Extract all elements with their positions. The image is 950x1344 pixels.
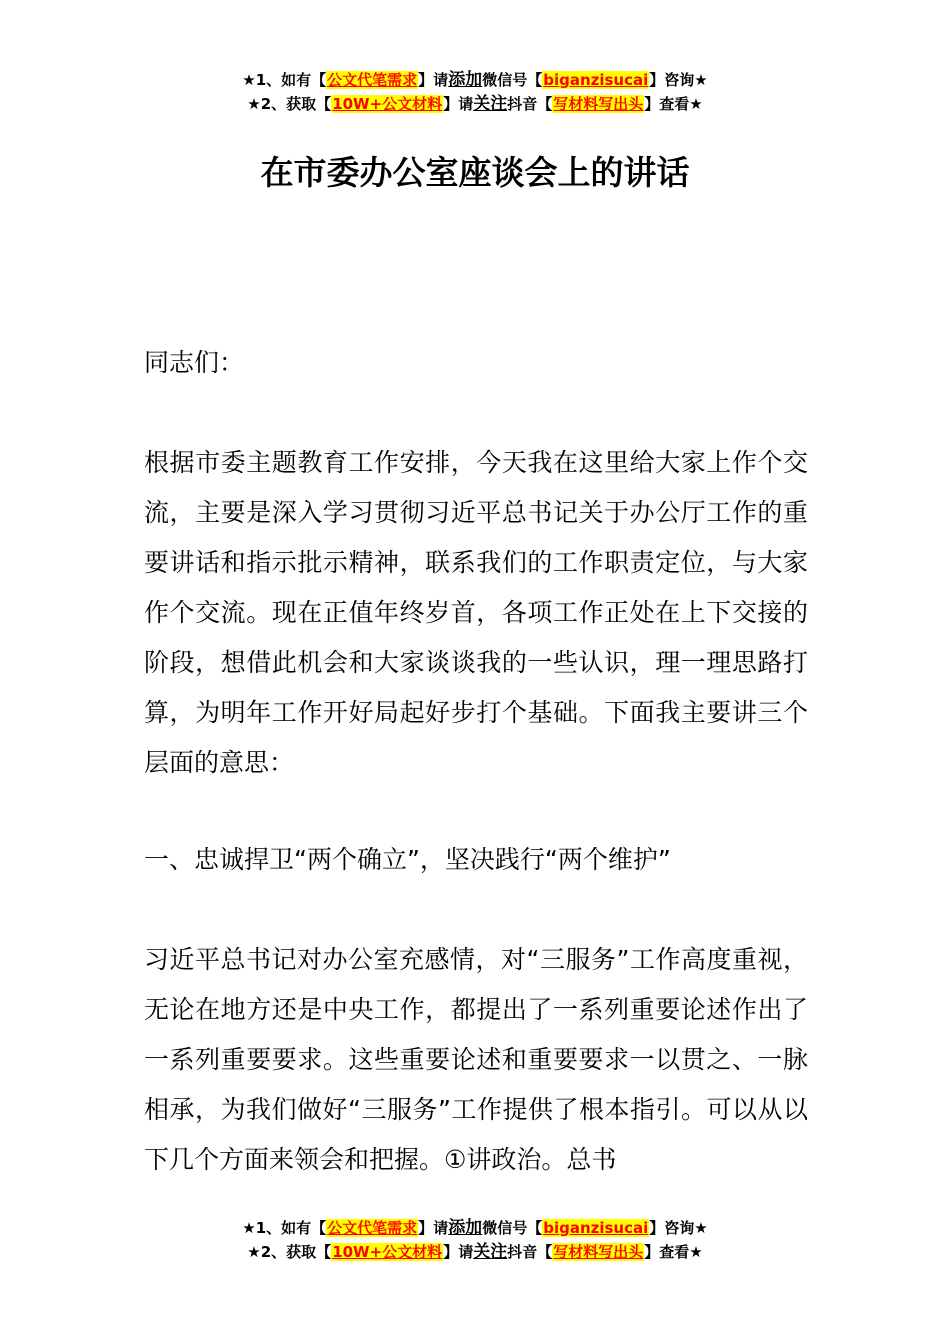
banner-emphasis: 添加 [448,70,483,90]
banner-text: 】请 [418,71,449,89]
banner-line-1 [0,1216,950,1240]
banner-emphasis: 关注 [473,94,508,114]
banner-text: ★2、获取【 [247,95,332,113]
salutation: 同志们： [144,348,245,377]
banner-text: 】请 [443,95,474,113]
paragraph-intro: 根据市委主题教育工作安排，今天我在这里给大家上作个交流，主要是深入学习贯彻习近平总书记关于办公厅工作的重要讲话和指示批示精神，联系我们的工作职责定位，与大家作个交流。现在正值年终岁首，各项工作正处在上下交接的阶段，想借此机会和大家谈谈我的一些认识，理一理思路打算，为明年工作开好局起好步打个基础。下面我主要讲三个层面的意思： [144,448,808,777]
paragraph-section-1: 习近平总书记对办公室充感情，对“三服务”工作高度重视，无论在地方还是中央工作，都提出了一系列重要论述作出了一系列重要要求。这些重要论述和重要要求一以贯之、一脉相承，为我们做好“三服务”工作提供了根本指引。可以从以下几个方面来领会和把握。①讲政治。总书 [144,945,808,1174]
banner-text: 微信号【 [482,71,543,89]
banner-text: 】咨询★ [649,71,708,89]
banner-line-2 [0,1240,950,1264]
banner-text: 微信号【 [482,1219,543,1237]
banner-highlight-douyin: 写材料写出头 [553,95,644,113]
banner-text: 】请 [418,1219,449,1237]
document-title: 在市委办公室座谈会上的讲话 [260,153,690,192]
banner-highlight-materials: 10W+公文材料 [332,95,443,113]
banner-highlight-douyin: 写材料写出头 [553,1243,644,1261]
banner-emphasis: 关注 [473,1242,508,1262]
banner-highlight-wechat-id: biganzisucai [543,71,649,89]
header-banner [0,68,950,116]
banner-text: ★1、如有【 [242,71,327,89]
banner-text: 抖音【 [507,1243,553,1261]
banner-text: 】查看★ [644,95,703,113]
banner-highlight-service: 公文代笔需求 [327,1219,418,1237]
banner-text: ★1、如有【 [242,1219,327,1237]
banner-text: 】请 [443,1243,474,1261]
section-heading-1: 一、忠诚捍卫“两个确立”，坚决践行“两个维护” [144,845,671,874]
banner-line-2 [0,92,950,116]
banner-text: 】查看★ [644,1243,703,1261]
banner-highlight-service: 公文代笔需求 [327,71,418,89]
banner-text: ★2、获取【 [247,1243,332,1261]
banner-emphasis: 添加 [448,1218,483,1238]
banner-text: 】咨询★ [649,1219,708,1237]
banner-line-1 [0,68,950,92]
banner-text: 抖音【 [507,95,553,113]
banner-highlight-wechat-id: biganzisucai [543,1219,649,1237]
banner-highlight-materials: 10W+公文材料 [332,1243,443,1261]
footer-banner [0,1216,950,1264]
